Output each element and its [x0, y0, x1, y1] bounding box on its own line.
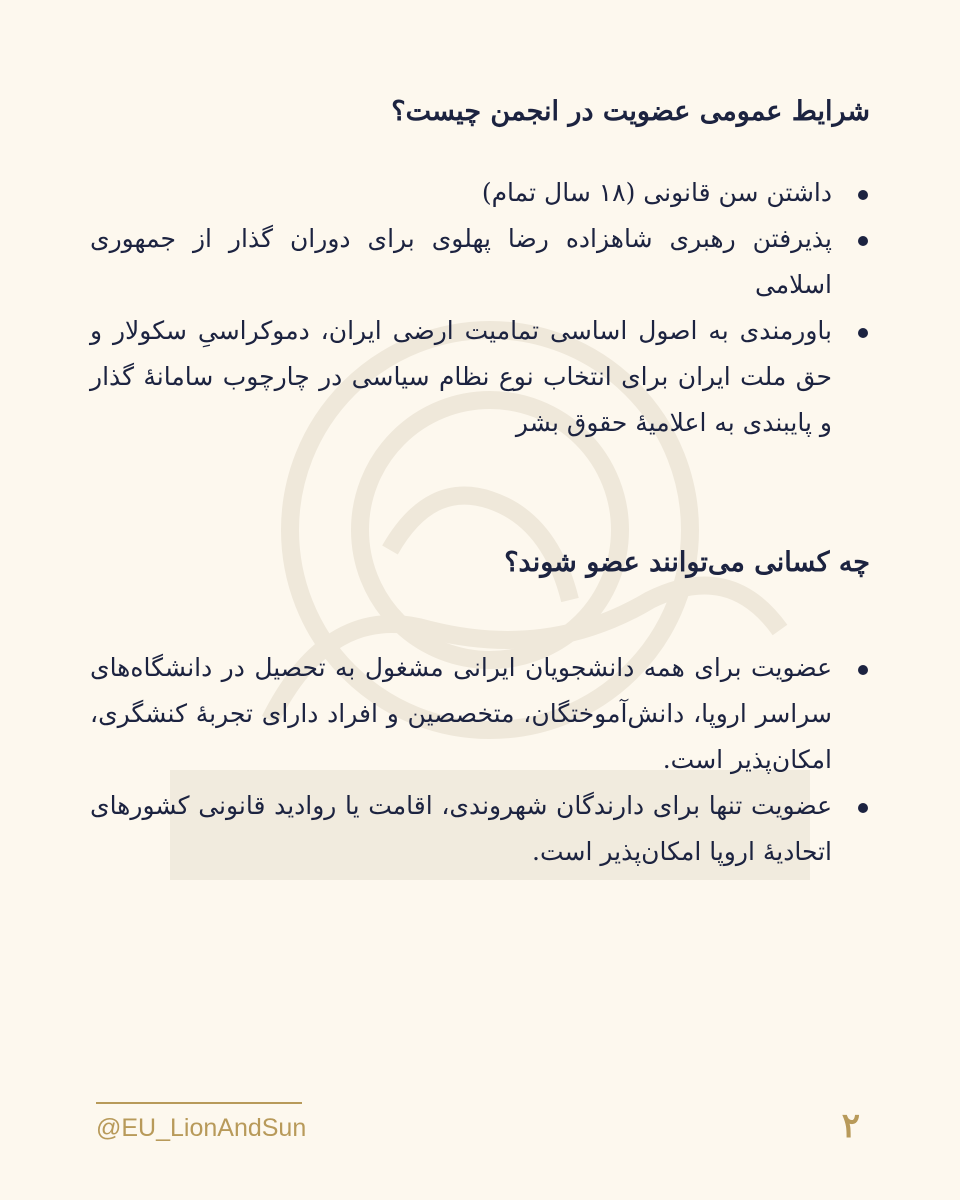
list-item: عضویت تنها برای دارندگان شهروندی، اقامت یا روادید قانونی کشورهای اتحادیهٔ اروپا امکان‌پذیر است.	[90, 783, 832, 875]
page-number: ۲	[841, 1106, 860, 1146]
section-heading-general-conditions: شرایط عمومی عضویت در انجمن چیست؟	[391, 96, 870, 127]
section-heading-who-can-join: چه کسانی می‌توانند عضو شوند؟	[504, 547, 870, 578]
list-item: پذیرفتن رهبری شاهزاده رضا پهلوی برای دوران گذار از جمهوری اسلامی	[90, 216, 832, 308]
footer-divider	[96, 1102, 302, 1104]
general-conditions-list	[90, 170, 870, 446]
list-item: باورمندی به اصول اساسی تمامیت ارضی ایران، دموکراسیِ سکولار و حق ملت ایران برای انتخاب نوع نظام سیاسی در چارچوب سامانهٔ گذار و پایبندی به اعلامیهٔ حقوق بشر	[90, 308, 832, 446]
list-item: عضویت برای همه دانشجویان ایرانی مشغول به تحصیل در دانشگاه‌های سراسر اروپا، دانش‌آموختگان، متخصصین و افراد دارای تجربهٔ کنشگری، امکان‌پذیر است.	[90, 645, 832, 783]
eligibility-list	[90, 645, 870, 875]
social-handle: @EU_LionAndSun	[96, 1114, 307, 1142]
list-item: داشتن سن قانونی (۱۸ سال تمام)	[90, 170, 832, 216]
